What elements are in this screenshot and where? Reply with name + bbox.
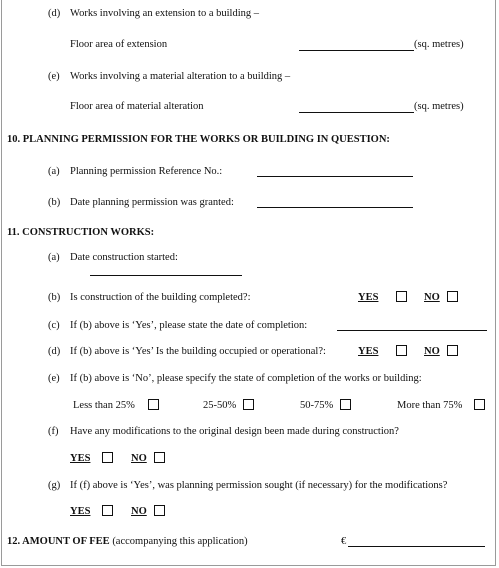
permission-date-field[interactable] — [257, 207, 413, 208]
modified-no-label: NO — [131, 453, 147, 464]
item-11b-text: Is construction of the building completed?: — [70, 292, 251, 303]
item-11g-text: If (f) above is ‘Yes’, was planning permission sought (if necessary) for the modifications? — [70, 480, 448, 491]
item-11b-label: (b) — [48, 292, 61, 303]
modified-no-checkbox[interactable] — [154, 452, 165, 463]
range-label-2: 25-50% — [203, 400, 237, 411]
range-label-1: Less than 25% — [73, 400, 135, 411]
section-12-note: (accompanying this application) — [112, 536, 248, 547]
range-checkbox-3[interactable] — [340, 399, 351, 410]
item-11d-text: If (b) above is ‘Yes’ Is the building occupied or operational?: — [70, 346, 326, 357]
fee-amount-field[interactable] — [348, 546, 485, 547]
planning-reference-field[interactable] — [257, 176, 413, 177]
currency-symbol: € — [341, 536, 347, 547]
item-11f-text: Have any modifications to the original design been made during construction? — [70, 426, 399, 437]
alteration-unit: (sq. metres) — [414, 101, 464, 112]
permission-sought-yes-checkbox[interactable] — [102, 505, 113, 516]
completed-yes-checkbox[interactable] — [396, 291, 407, 302]
item-11e-label: (e) — [48, 373, 60, 384]
occupied-no-checkbox[interactable] — [447, 345, 458, 356]
item-10a-text: Planning permission Reference No.: — [70, 166, 223, 177]
item-11d-label: (d) — [48, 346, 61, 357]
modified-yes-label: YES — [70, 453, 91, 464]
completed-no-checkbox[interactable] — [447, 291, 458, 302]
alteration-floor-area-field[interactable] — [299, 112, 414, 113]
range-checkbox-1[interactable] — [148, 399, 159, 410]
section-12 — [7, 536, 248, 548]
item-d-text: Works involving an extension to a building – — [70, 8, 260, 19]
item-d-label: (d) — [48, 8, 61, 19]
item-e-text: Works involving a material alteration to a building – — [70, 71, 291, 82]
occupied-no-label: NO — [424, 346, 440, 357]
permission-sought-yes-label: YES — [70, 506, 91, 517]
range-label-4: More than 75% — [397, 400, 463, 411]
section-11-heading: 11. CONSTRUCTION WORKS: — [7, 227, 155, 238]
alteration-floor-label: Floor area of material alteration — [70, 101, 204, 112]
completion-date-field[interactable] — [337, 330, 487, 331]
item-11e-text: If (b) above is ‘No’, please specify the state of completion of the works or building: — [70, 373, 422, 384]
item-11a-label: (a) — [48, 252, 60, 263]
extension-floor-label: Floor area of extension — [70, 39, 168, 50]
item-11c-text: If (b) above is ‘Yes’, please state the date of completion: — [70, 320, 308, 331]
item-10a-label: (a) — [48, 166, 60, 177]
item-10b-label: (b) — [48, 197, 61, 208]
occupied-yes-checkbox[interactable] — [396, 345, 407, 356]
completed-no-label: NO — [424, 292, 440, 303]
range-checkbox-4[interactable] — [474, 399, 485, 410]
section-12-heading: 12. AMOUNT OF FEE — [7, 536, 110, 547]
item-10b-text: Date planning permission was granted: — [70, 197, 234, 208]
item-11a-text: Date construction started: — [70, 252, 178, 263]
item-11g-label: (g) — [48, 480, 61, 491]
item-e-label: (e) — [48, 71, 60, 82]
range-label-3: 50-75% — [300, 400, 334, 411]
occupied-yes-label: YES — [358, 346, 379, 357]
construction-start-date-field[interactable] — [90, 275, 242, 276]
completed-yes-label: YES — [358, 292, 379, 303]
extension-unit: (sq. metres) — [414, 39, 464, 50]
permission-sought-no-checkbox[interactable] — [154, 505, 165, 516]
extension-floor-area-field[interactable] — [299, 50, 414, 51]
item-11f-label: (f) — [48, 426, 59, 437]
permission-sought-no-label: NO — [131, 506, 147, 517]
item-11c-label: (c) — [48, 320, 60, 331]
modified-yes-checkbox[interactable] — [102, 452, 113, 463]
range-checkbox-2[interactable] — [243, 399, 254, 410]
section-10-heading: 10. PLANNING PERMISSION FOR THE WORKS OR BUILDING IN QUESTION: — [7, 134, 390, 145]
